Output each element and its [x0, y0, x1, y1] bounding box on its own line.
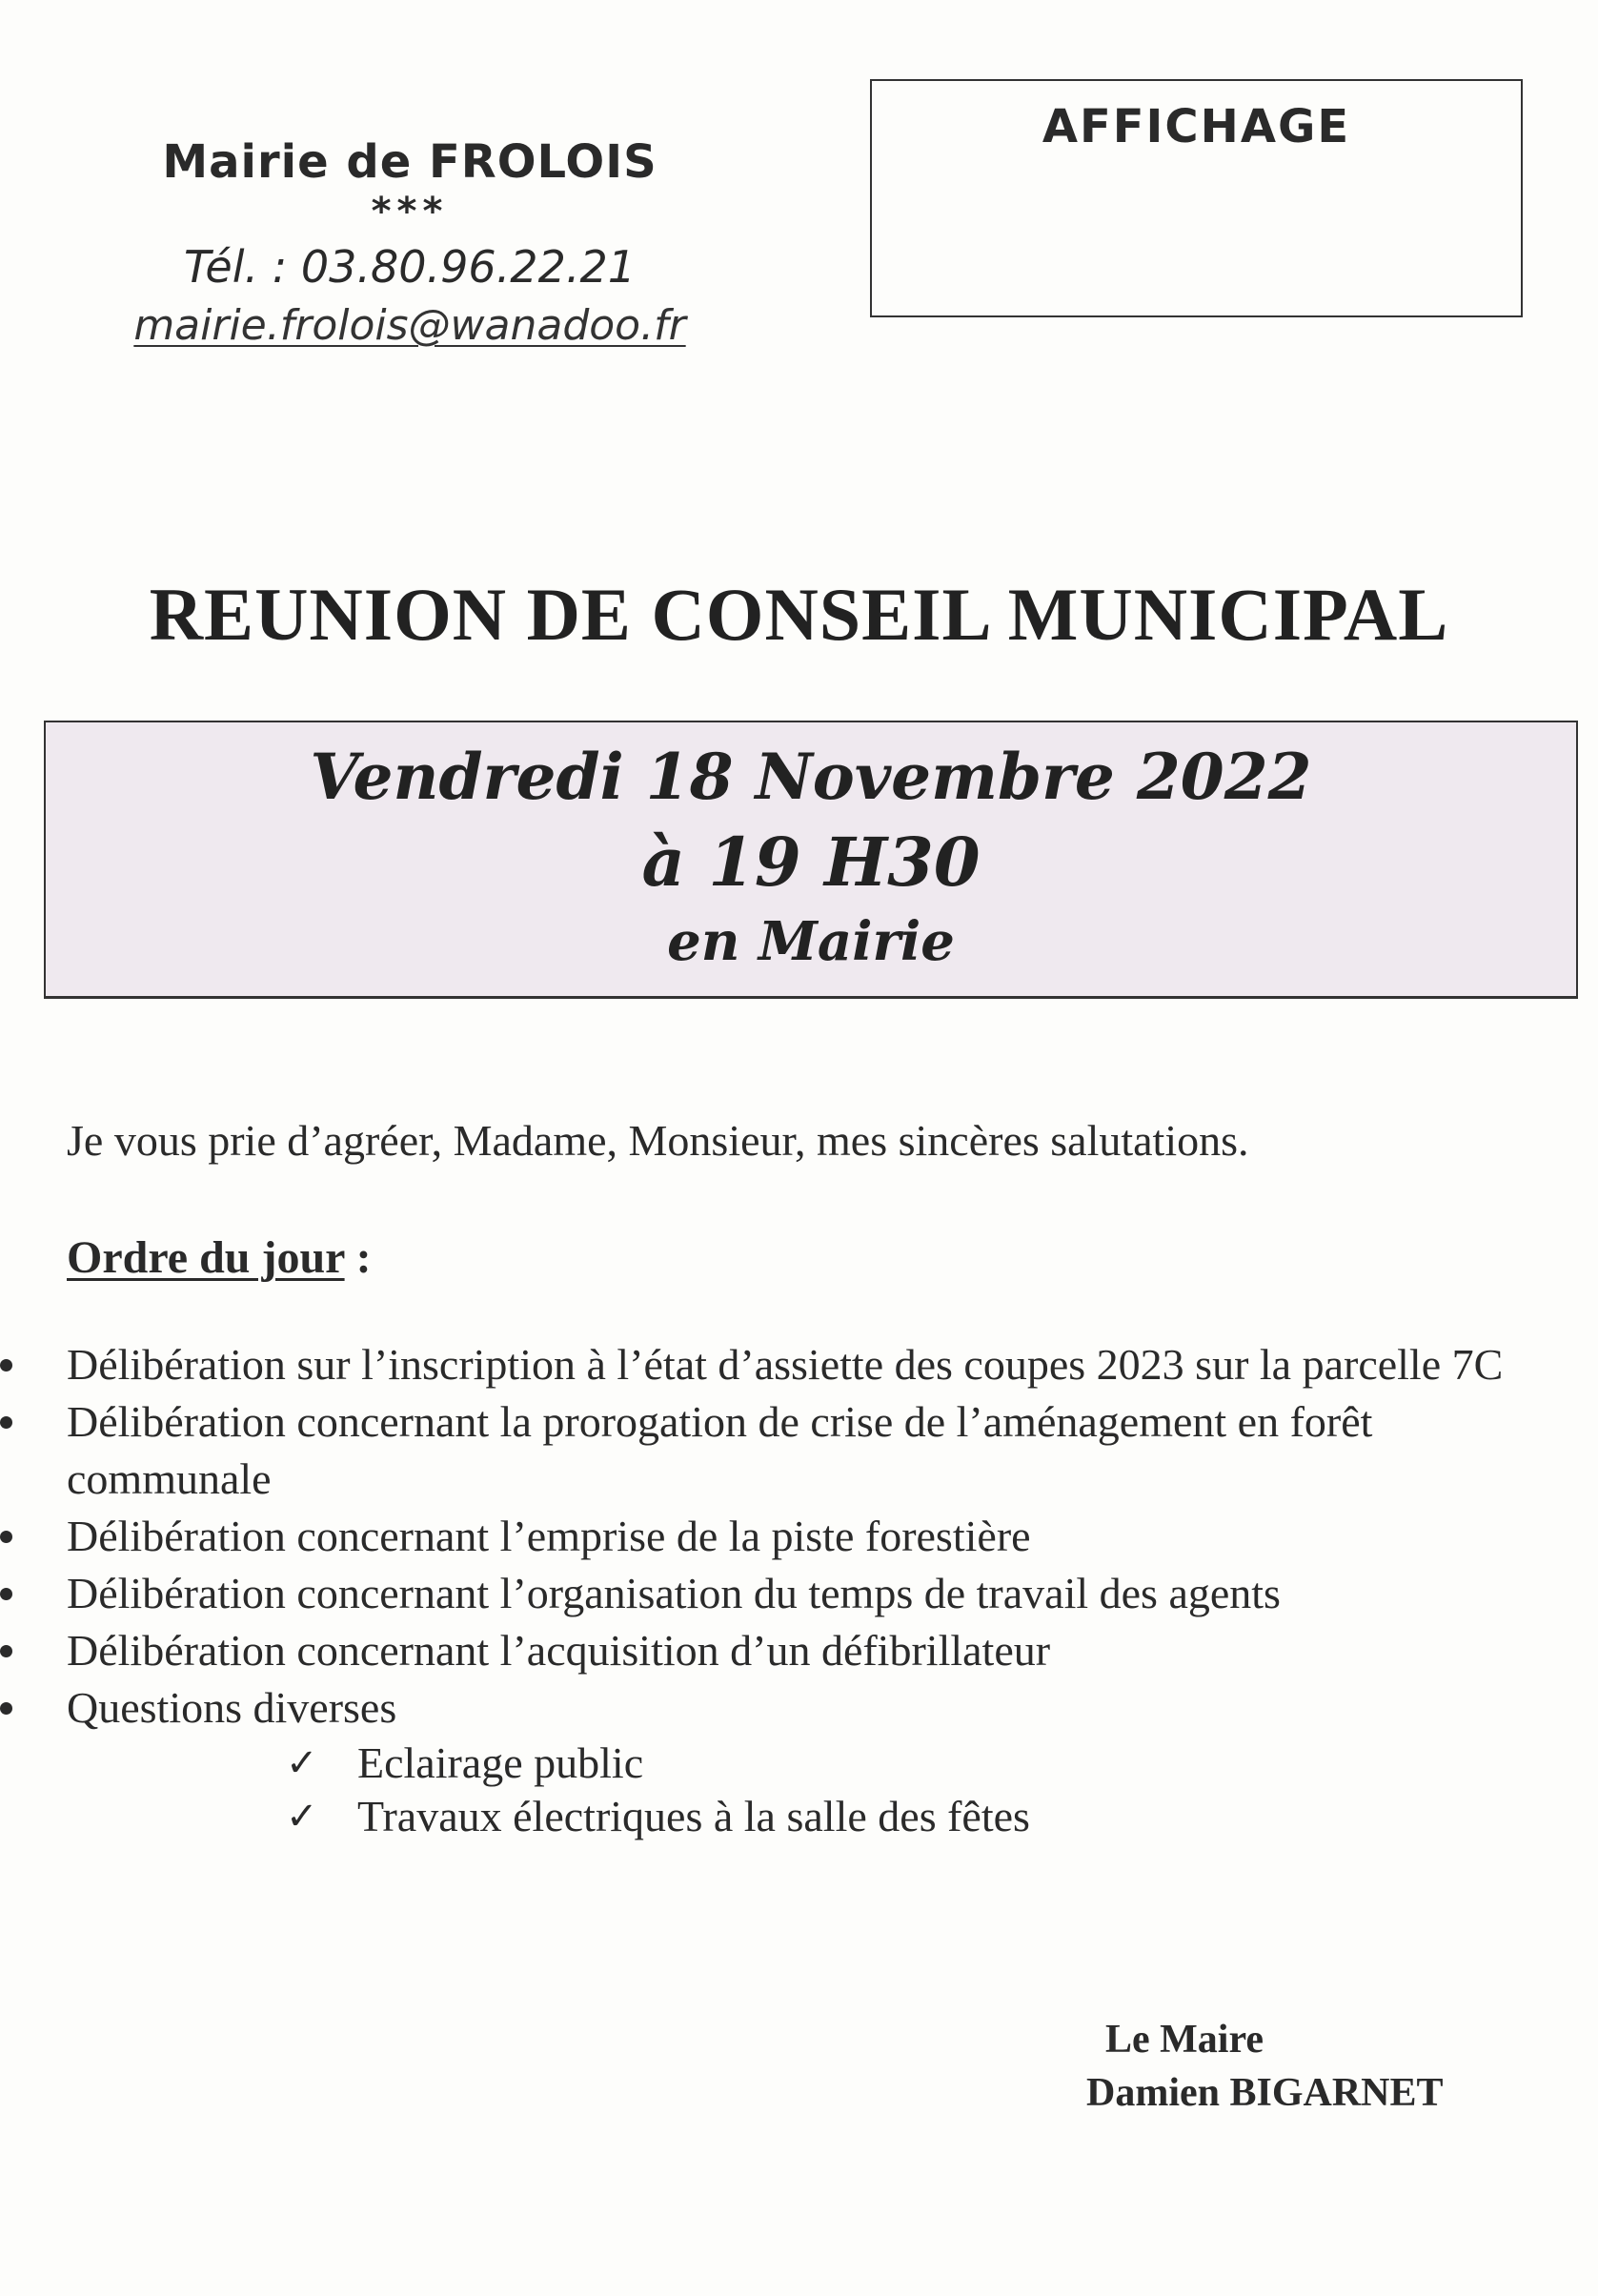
page-title: REUNION DE CONSEIL MUNICIPAL — [149, 573, 1449, 656]
agenda-item-text: Délibération concernant l’emprise de la piste forestière — [67, 1512, 1031, 1560]
agenda-heading-suffix: : — [344, 1232, 372, 1283]
meeting-place: en Mairie — [667, 910, 955, 973]
sub-list-item — [0, 1790, 1563, 1843]
meeting-box — [44, 721, 1578, 999]
bullet-icon — [0, 1416, 12, 1429]
sender-block — [114, 133, 705, 355]
agenda-item-text: Délibération concernant la prorogation de crise de l’aménagement en forêt communale — [67, 1397, 1373, 1503]
agenda-heading — [67, 1228, 372, 1289]
check-icon: ✓ — [286, 1795, 318, 1839]
agenda-list — [0, 1336, 1563, 1843]
sender-phone: Tél. : 03.80.96.22.21 — [183, 241, 636, 293]
bullet-icon — [0, 1359, 12, 1372]
sub-list-item — [0, 1737, 1563, 1790]
sub-item-text: Travaux électriques à la salle des fêtes — [357, 1792, 1030, 1840]
agenda-heading-label: Ordre du jour — [67, 1232, 345, 1283]
list-item — [0, 1336, 1563, 1393]
sub-item-text: Eclairage public — [357, 1738, 644, 1787]
bullet-icon — [0, 1645, 12, 1657]
bullet-icon — [0, 1588, 12, 1600]
bullet-icon — [0, 1531, 12, 1543]
agenda-item-text: Délibération concernant l’organisation du temps de travail des agents — [67, 1569, 1281, 1617]
check-icon: ✓ — [286, 1741, 318, 1785]
list-item — [0, 1508, 1563, 1565]
agenda-item-text: Délibération sur l’inscription à l’état d’assiette des coupes 2023 sur la parcelle 7C — [67, 1340, 1504, 1389]
sender-separator: *** — [371, 190, 449, 234]
agenda-item-text: Délibération concernant l’acquisition d’un défibrillateur — [67, 1626, 1051, 1675]
signature-name: Damien BIGARNET — [1086, 2071, 1444, 2115]
bullet-icon — [0, 1702, 12, 1715]
list-item — [0, 1622, 1563, 1679]
signature-title: Le Maire — [1105, 2018, 1264, 2062]
display-box-label: AFFICHAGE — [1042, 100, 1351, 153]
agenda-sublist — [0, 1737, 1563, 1843]
meeting-time: à 19 H30 — [641, 823, 981, 902]
sender-email-link[interactable]: mairie.frolois@wanadoo.fr — [133, 301, 686, 350]
list-item — [0, 1679, 1563, 1843]
agenda-item-text: Questions diverses — [67, 1683, 397, 1732]
display-box — [870, 79, 1523, 317]
list-item — [0, 1565, 1563, 1622]
list-item — [0, 1393, 1563, 1508]
meeting-date: Vendredi 18 Novembre 2022 — [310, 740, 1312, 814]
greeting-text: Je vous prie d’agréer, Madame, Monsieur, mes sincères salutations. — [67, 1116, 1249, 1165]
sender-name: Mairie de FROLOIS — [162, 135, 657, 189]
signature-block — [1086, 2013, 1444, 2120]
